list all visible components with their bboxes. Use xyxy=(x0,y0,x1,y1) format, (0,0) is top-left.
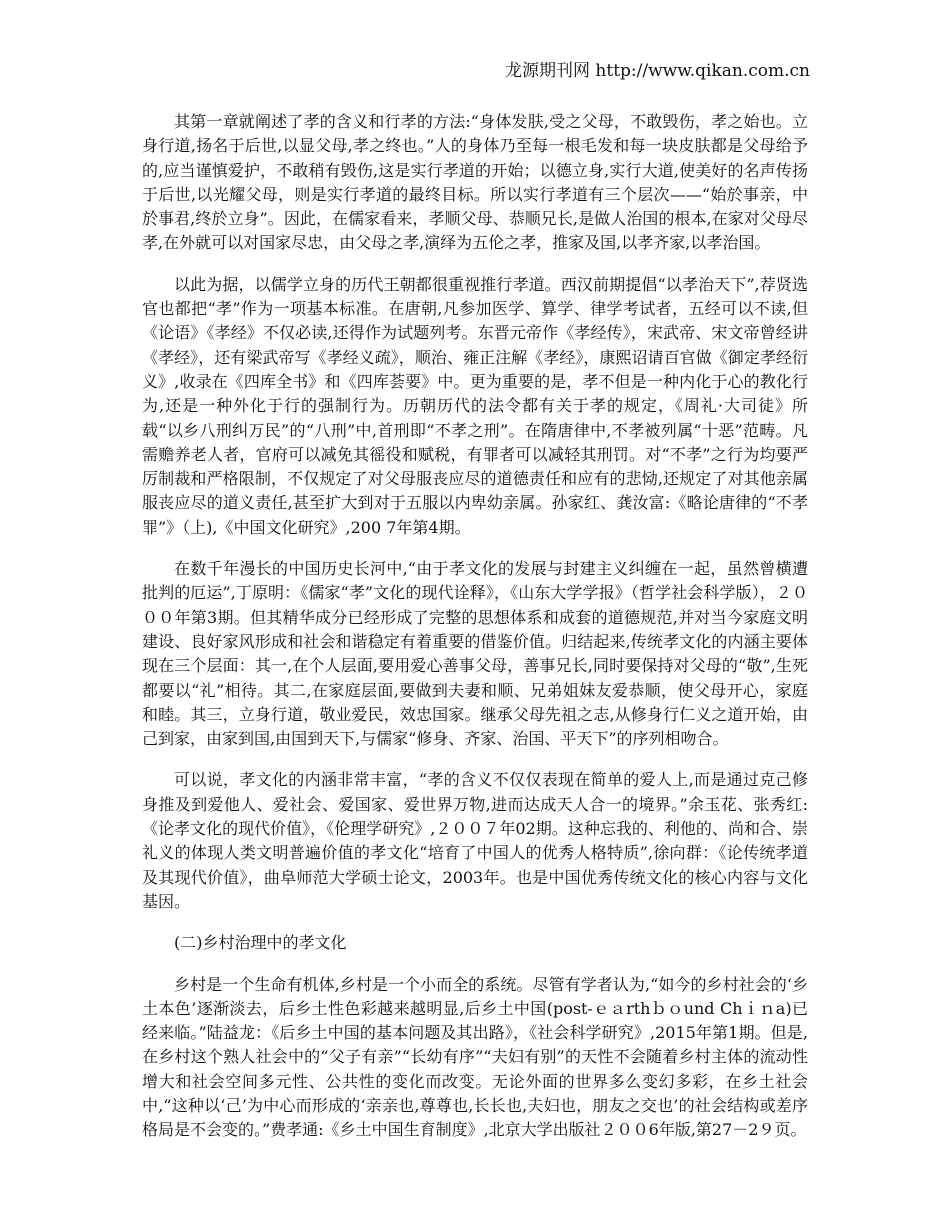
section-heading: (二)乡村治理中的孝文化 xyxy=(174,933,347,953)
article-body xyxy=(142,110,808,1160)
paragraph-3: 在数千年漫长的中国历史长河中,“由于孝文化的发展与封建主义纠缠在一起，虽然曾横遭批判的厄运”,丁原明：《儒家“孝”文化的现代诠释》，《山东大学学报》（哲学社会科学版），２０００年第3期。但其精华成分已经形成了完整的思想体系和成套的道德规范,并对当今家庭文明建设、良好家风形成和社会和谐稳定有着重要的借鉴价值。归结起来,传统孝文化的内涵主要体现在三个层面：其一,在个人层面,要用爱心善事父母，善事兄长,同时要保持对父母的“敬”,生死都要以“礼”相待。其二,在家庭层面,要做到夫妻和顺、兄弟姐妹友爱恭顺，使父母开心，家庭和睦。其三，立身行道，敬业爱民，效忠国家。继承父母先祖之志,从修身行仁义之道开始，由己到家，由家到国,由国到天下,与儒家“修身、齐家、治国、平天下”的序列相吻合。 xyxy=(142,559,808,749)
paragraph-5: 乡村是一个生命有机体,乡村是一个小而全的系统。尽管有学者认为,“如今的乡村社会的‘乡土本色’逐渐淡去，后乡土性色彩越来越明显,后乡土中国(post-ｅａrthｂｏund Chｉｎa)已经来临。”陆益龙：《后乡土中国的基本问题及其出路》，《社会科学研究》,2015年第1期。但是,在乡村这个熟人社会中的“父子有亲”“长幼有序”“夫妇有别”的天性不会随着乡村主体的流动性增大和社会空间多元性、公共性的变化而改变。无论外面的世界多么变幻多彩，在乡土社会中,“这种以‘己’为中心而形成的‘亲亲也,尊尊也,长长也,夫妇也，朋友之交也’的社会结构或差序格局是不会变的。”费孝通:《乡土中国生育制度》,北京大学出版社２００6年版,第27－2９页。 xyxy=(142,974,808,1140)
paragraph-1: 其第一章就阐述了孝的含义和行孝的方法:“身体发肤,受之父母，不敢毁伤，孝之始也。立身行道,扬名于后世,以显父母,孝之终也。”人的身体乃至每一根毛发和每一块皮肤都是父母给予的,应当谨慎爱护，不敢稍有毁伤,这是实行孝道的开始；以德立身,实行大道,使美好的名声传扬于后世,以光耀父母，则是实行孝道的最终目标。所以实行孝道有三个层次——“始於事亲，中於事君,终於立身”。因此，在儒家看来，孝顺父母、恭顺兄长,是做人治国的根本,在家对父母尽孝,在外就可以对国家尽忠，由父母之孝,演绎为五伦之孝，推家及国,以孝齐家,以孝治国。 xyxy=(142,112,808,253)
site-header: 龙源期刊网 http://www.qikan.com.cn xyxy=(505,61,810,81)
paragraph-4: 可以说，孝文化的内涵非常丰富，“孝的含义不仅仅表现在简单的爱人上,而是通过克己修身推及到爱他人、爱社会、爱国家、爱世界万物,进而达成天人合一的境界。”余玉花、张秀红:《论孝文化的现代价值》，《伦理学研究》,２００７年02期。这种忘我的、利他的、尚和合、崇礼义的体现人类文明普遍价值的孝文化“培育了中国人的优秀人格特质”,徐向群：《论传统孝道及其现代价值》，曲阜师范大学硕士论文，2003年。也是中国优秀传统文化的核心内容与文化基因。 xyxy=(142,770,808,911)
paragraph-2: 以此为据，以儒学立身的历代王朝都很重视推行孝道。西汉前期提倡“以孝治天下”,荐贤选官也都把“孝”作为一项基本标准。在唐朝,凡参加医学、算学、律学考试者，五经可以不读,但《论语》《孝经》不仅必读,还得作为试题列考。东晋元帝作《孝经传》，宋武帝、宋文帝曾经讲《孝经》，还有梁武帝写《孝经义疏》，顺治、雍正注解《孝经》，康熙诏请百官做《御定孝经衍义》,收录在《四库全书》和《四库荟要》中。更为重要的是，孝不但是一种内化于心的教化行为,还是一种外化于行的强制行为。历朝历代的法令都有关于孝的规定，《周礼·大司徒》所载“以乡八刑纠万民”的“八刑”中,首刑即“不孝之刑”。在隋唐律中,不孝被列属“十恶”范畴。凡需赡养老人者，官府可以减免其徭役和赋税，有罪者可以减轻其刑罚。对“不孝”之行为均要严厉制裁和严格限制，不仅规定了对父母服丧应尽的道德责任和应有的悲恸,还规定了对其他亲属服丧应尽的道义责任,甚至扩大到对于五服以内卑幼亲属。孙家红、龚汝富:《略论唐律的“不孝罪”》（上),《中国文化研究》,200 7年第4期。 xyxy=(142,274,808,537)
